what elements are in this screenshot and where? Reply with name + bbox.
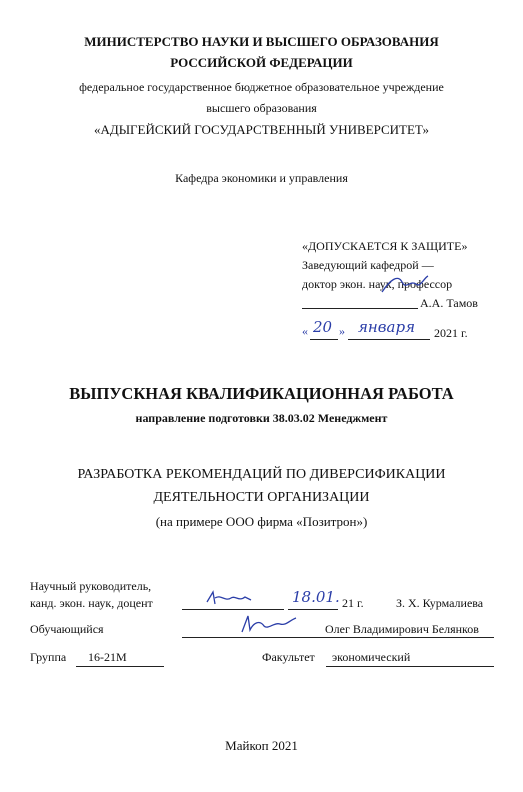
work-title-line-2: ДЕЯТЕЛЬНОСТИ ОРГАНИЗАЦИИ [153, 490, 370, 505]
student-label: Обучающийся [30, 622, 104, 636]
faculty-value: экономический [332, 650, 411, 664]
direction: направление подготовки 38.03.02 Менеджмент [135, 411, 388, 425]
work-subtitle: (на примере ООО фирма «Позитрон») [155, 514, 368, 529]
date-quote-open: « [302, 324, 308, 338]
date-quote-close: » [339, 324, 345, 338]
supervisor-label-2: канд. экон. наук, доцент [30, 596, 153, 610]
group-label: Группа [30, 650, 67, 664]
supervisor-date-line [288, 609, 338, 610]
supervisor-year: 21 г. [342, 596, 364, 610]
faculty-label: Факультет [262, 650, 315, 664]
city-year: Майкоп 2021 [225, 738, 298, 753]
approval-title: «ДОПУСКАЕТСЯ К ЗАЩИТЕ» [302, 239, 468, 253]
month-line [348, 339, 430, 340]
student-line [182, 637, 494, 638]
supervisor-label-1: Научный руководитель, [30, 579, 152, 593]
approval-day: 20 [313, 318, 333, 336]
approval-name: А.А. Тамов [420, 296, 478, 310]
approval-month: января [358, 318, 416, 336]
day-line [310, 339, 338, 340]
student-name: Олег Владимирович Белянков [325, 622, 479, 636]
approval-year: 2021 г. [434, 326, 468, 340]
group-value: 16-21М [88, 650, 127, 664]
work-type: ВЫПУСКНАЯ КВАЛИФИКАЦИОННАЯ РАБОТА [69, 384, 454, 403]
approval-degree: доктор экон. наук, профессор [302, 277, 453, 291]
institution-line-2: высшего образования [206, 101, 317, 115]
supervisor-signature-line [182, 609, 284, 610]
head-signature [380, 272, 430, 298]
institution-line-1: федеральное государственное бюджетное образовательное учреждение [79, 80, 444, 94]
head-signature-line [302, 308, 418, 309]
supervisor-name: З. Х. Курмалиева [396, 596, 484, 610]
ministry-line-1: МИНИСТЕРСТВО НАУКИ И ВЫСШЕГО ОБРАЗОВАНИЯ [84, 34, 439, 49]
ministry-line-2: РОССИЙСКОЙ ФЕДЕРАЦИИ [170, 55, 353, 70]
work-title-line-1: РАЗРАБОТКА РЕКОМЕНДАЦИЙ ПО ДИВЕРСИФИКАЦИИ [77, 467, 446, 482]
student-signature [238, 612, 298, 638]
department-name: Кафедра экономики и управления [175, 171, 348, 185]
supervisor-date: 18.01. [292, 588, 340, 606]
university-name: «АДЫГЕЙСКИЙ ГОСУДАРСТВЕННЫЙ УНИВЕРСИТЕТ» [93, 122, 430, 137]
group-line [76, 666, 164, 667]
faculty-line [326, 666, 494, 667]
approval-position: Заведующий кафедрой — [302, 258, 434, 272]
